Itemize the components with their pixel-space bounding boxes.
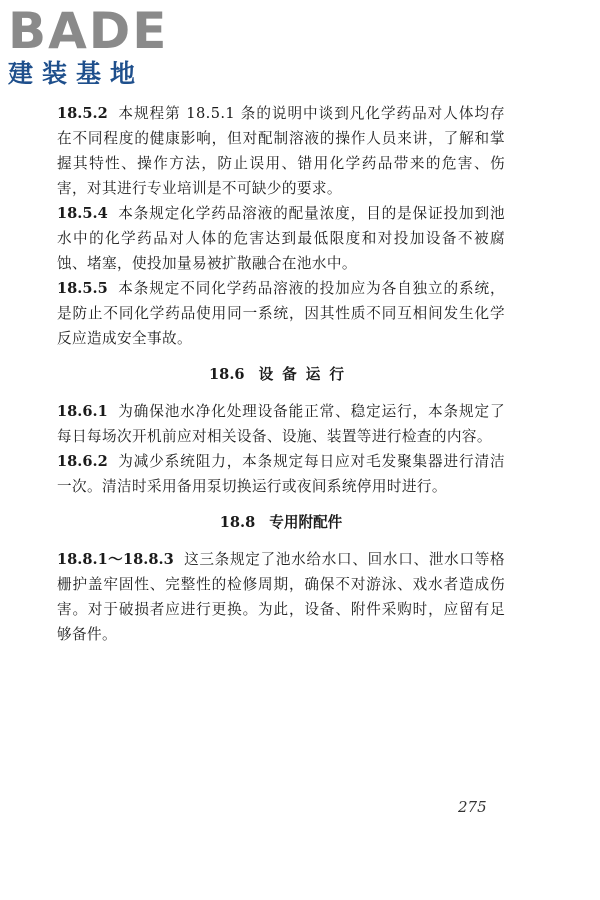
clause-number: 18.5.2: [57, 105, 108, 122]
logo-subtitle: 建装基地: [8, 59, 145, 88]
clause-text: 本规程第 18.5.1 条的说明中谈到凡化学药品对人体均存在不同程度的健康影响，但对配制溶液的操作人员来讲，了解和掌握其特性、操作方法，防止误用、错用化学药品带来的危害、伤害，对其进行专业培训是不可缺少的要求。: [57, 105, 505, 197]
clause-18-5-2: [57, 101, 505, 201]
bade-logo: [8, 4, 176, 88]
clause-number: 18.8.1～18.8.3: [57, 551, 174, 568]
section-title: 设备运行: [258, 366, 353, 383]
clause-number: 18.5.4: [57, 205, 108, 222]
logo-mark: BADE: [8, 2, 169, 60]
page-number: 275: [458, 798, 487, 816]
section-number: 18.6: [209, 366, 245, 383]
clause-number: 18.6.1: [57, 403, 108, 420]
section-heading-18-8: [57, 510, 505, 535]
clause-18-5-4: [57, 201, 505, 276]
clause-number: 18.6.2: [57, 453, 108, 470]
section-heading-18-6: [57, 362, 505, 387]
clause-18-5-5: [57, 276, 505, 351]
clause-18-8-1-to-3: [57, 547, 505, 647]
clause-18-6-1: [57, 399, 505, 449]
clause-text: 本条规定不同化学药品溶液的投加应为各自独立的系统，是防止不同化学药品使用同一系统，因其性质不同互相间发生化学反应造成安全事故。: [57, 280, 505, 347]
clause-18-6-2: [57, 449, 505, 499]
clause-number: 18.5.5: [57, 280, 108, 297]
document-body: [57, 101, 505, 647]
clause-text: 这三条规定了池水给水口、回水口、泄水口等格栅护盖牢固性、完整性的检修周期，确保不对游泳、戏水者造成伤害。对于破损者应进行更换。为此，设备、附件采购时，应留有足够备件。: [57, 551, 505, 643]
clause-text: 为确保池水净化处理设备能正常、稳定运行，本条规定了每日每场次开机前应对相关设备、设施、装置等进行检查的内容。: [57, 403, 505, 445]
section-title: 专用附配件: [269, 514, 343, 531]
clause-text: 为减少系统阻力，本条规定每日应对毛发聚集器进行清洁一次。清洁时采用备用泵切换运行或夜间系统停用时进行。: [57, 453, 505, 495]
clause-text: 本条规定化学药品溶液的配量浓度，目的是保证投加到池水中的化学药品对人体的危害达到最低限度和对投加设备不被腐蚀、堵塞，使投加量易被扩散融合在池水中。: [57, 205, 505, 272]
section-number: 18.8: [219, 514, 256, 531]
